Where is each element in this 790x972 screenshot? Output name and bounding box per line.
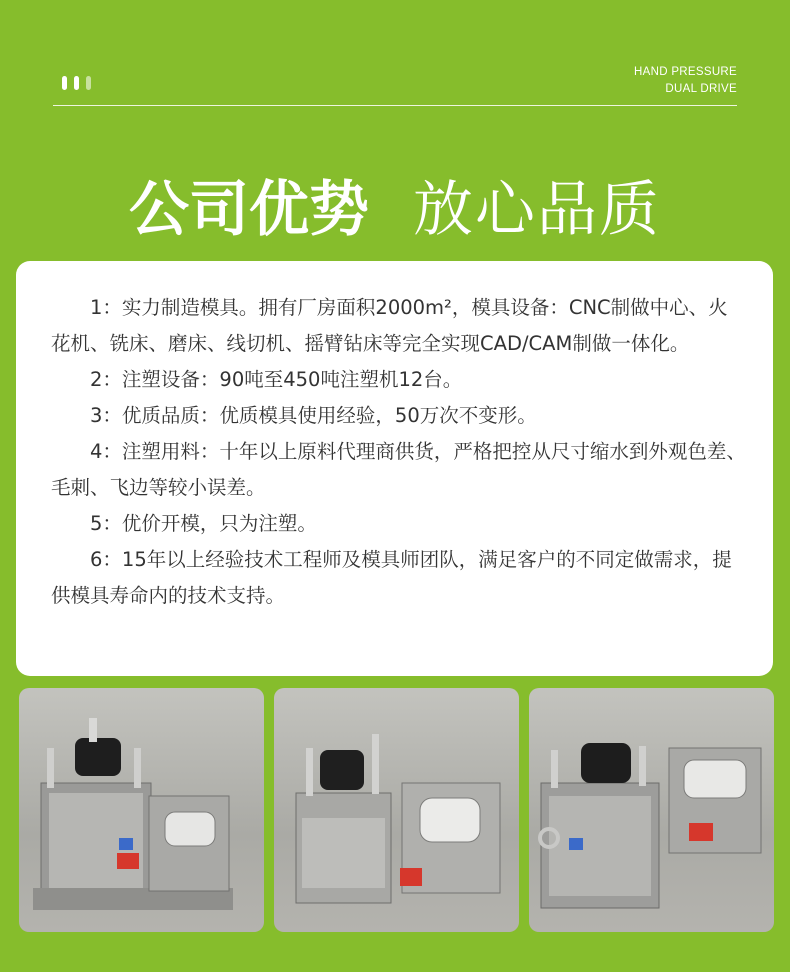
tagline-line-1: HAND PRESSURE	[634, 66, 737, 78]
title-company-advantages: 公司优势	[129, 175, 369, 245]
divider	[53, 105, 737, 106]
advantage-item-4: 4：注塑用料：十年以上原料代理商供货，严格把控从尺寸缩水到外观色差、毛刺、飞边等较小误差。	[51, 440, 746, 499]
advantages-card	[16, 261, 773, 676]
advantage-item-6: 6：15年以上经验技术工程师及模具师团队，满足客户的不同定做需求，提供模具寿命内的技术支持。	[51, 548, 732, 607]
mold-photo-3	[529, 688, 774, 932]
pill-3	[86, 76, 91, 90]
advantage-item-1: 1：实力制造模具。拥有厂房面积2000m²，模具设备：CNC制做中心、火花机、铣床、磨床、线切机、摇臂钻床等完全实现CAD/CAM制做一体化。	[51, 296, 728, 355]
advantage-item-5: 5：优价开模，只为注塑。	[90, 512, 317, 535]
mold-photo-1	[19, 688, 264, 932]
mold-illustration-2	[274, 688, 519, 932]
tagline	[634, 64, 737, 98]
advantage-item-2: 2：注塑设备：90吨至450吨注塑机12台。	[90, 368, 463, 391]
mold-illustration-1	[19, 688, 264, 932]
decorative-pills	[62, 76, 91, 90]
title-quality-assurance: 放心品质	[413, 175, 661, 245]
pill-1	[62, 76, 67, 90]
mold-illustration-3	[529, 688, 774, 932]
mold-photo-gallery	[19, 688, 773, 932]
pill-2	[74, 76, 79, 90]
mold-photo-2	[274, 688, 519, 932]
page-title	[0, 170, 790, 250]
tagline-line-2: DUAL DRIVE	[665, 83, 737, 95]
advantage-item-3: 3：优质品质：优质模具使用经验，50万次不变形。	[90, 404, 537, 427]
